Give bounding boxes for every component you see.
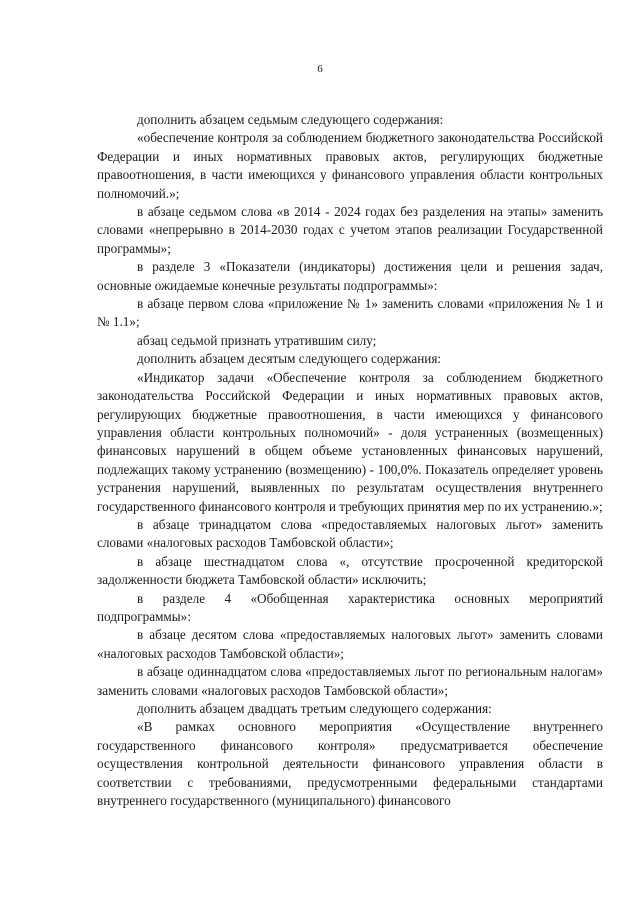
paragraph: абзац седьмой признать утратившим силу; [137, 332, 377, 348]
paragraph: «В рамках основного мероприятия «Осуществление внутреннего государственного финансового контроля» предусматривается обеспечение осуществления контрольной деятельности финансового управления области в соответствии с требованиями, предусмотренными федеральными стандартами внутреннего государственного (муниципального) финансового [97, 719, 603, 809]
paragraph: «обеспечение контроля за соблюдением бюджетного законодательства Российской Федерации и иных нормативных правовых актов, регулирующих бюджетные правоотношения, в части имеющихся у финансового управления области контрольных полномочий.»; [97, 130, 603, 201]
paragraph: в абзаце десятом слова «предоставляемых налоговых льгот» заменить словами «налоговых расходов Тамбовской области»; [97, 627, 603, 661]
paragraph: дополнить абзацем седьмым следующего содержания: [137, 112, 444, 127]
paragraph: «Индикатор задачи «Обеспечение контроля за соблюдением бюджетного законодательства Российской Федерации и иных нормативных правовых актов, регулирующих бюджетные правоотношения, в части имеющихся у финансового управления области контрольных полномочий» - доля устраненных (возмещенных) финансовых нарушений в общем объеме установленных финансовых нарушений, подлежащих такому устранению (возмещению) - 100,0%. Показатель определяет уровень устранения нарушений, выявленных по результатам осуществления внутреннего государственного финансового контроля и требующих принятия мер по их устранению.»; [97, 369, 603, 514]
paragraph: в абзаце тринадцатом слова «предоставляемых налоговых льгот» заменить словами «налоговых расходов Тамбовской области»; [97, 516, 603, 551]
paragraph: в разделе 3 «Показатели (индикаторы) достижения цели и решения задач, основные ожидаемые конечные результаты подпрограммы»: [97, 259, 603, 293]
paragraph: в абзаце шестнадцатом слова «, отсутствие просроченной кредиторской задолженности бюджета Тамбовской области» исключить; [97, 553, 603, 588]
paragraph: в разделе 4 «Обобщенная характеристика основных мероприятий подпрограммы»: [97, 590, 603, 624]
page-number: 6 [317, 63, 323, 75]
paragraph: в абзаце одиннадцатом слова «предоставляемых льгот по региональным налогам» заменить словами «налоговых расходов Тамбовской области»; [97, 664, 603, 698]
paragraph: дополнить абзацем десятым следующего содержания: [137, 351, 442, 367]
document-body [97, 111, 603, 810]
paragraph: в абзаце седьмом слова «в 2014 - 2024 годах без разделения на этапы» заменить словами «непрерывно в 2014-2030 годах с учетом этапов реализации Государственной программы»; [97, 204, 603, 256]
paragraph: в абзаце первом слова «приложение № 1» заменить словами «приложения № 1 и № 1.1»; [97, 296, 603, 330]
paragraph: дополнить абзацем двадцать третьим следующего содержания: [137, 701, 492, 716]
